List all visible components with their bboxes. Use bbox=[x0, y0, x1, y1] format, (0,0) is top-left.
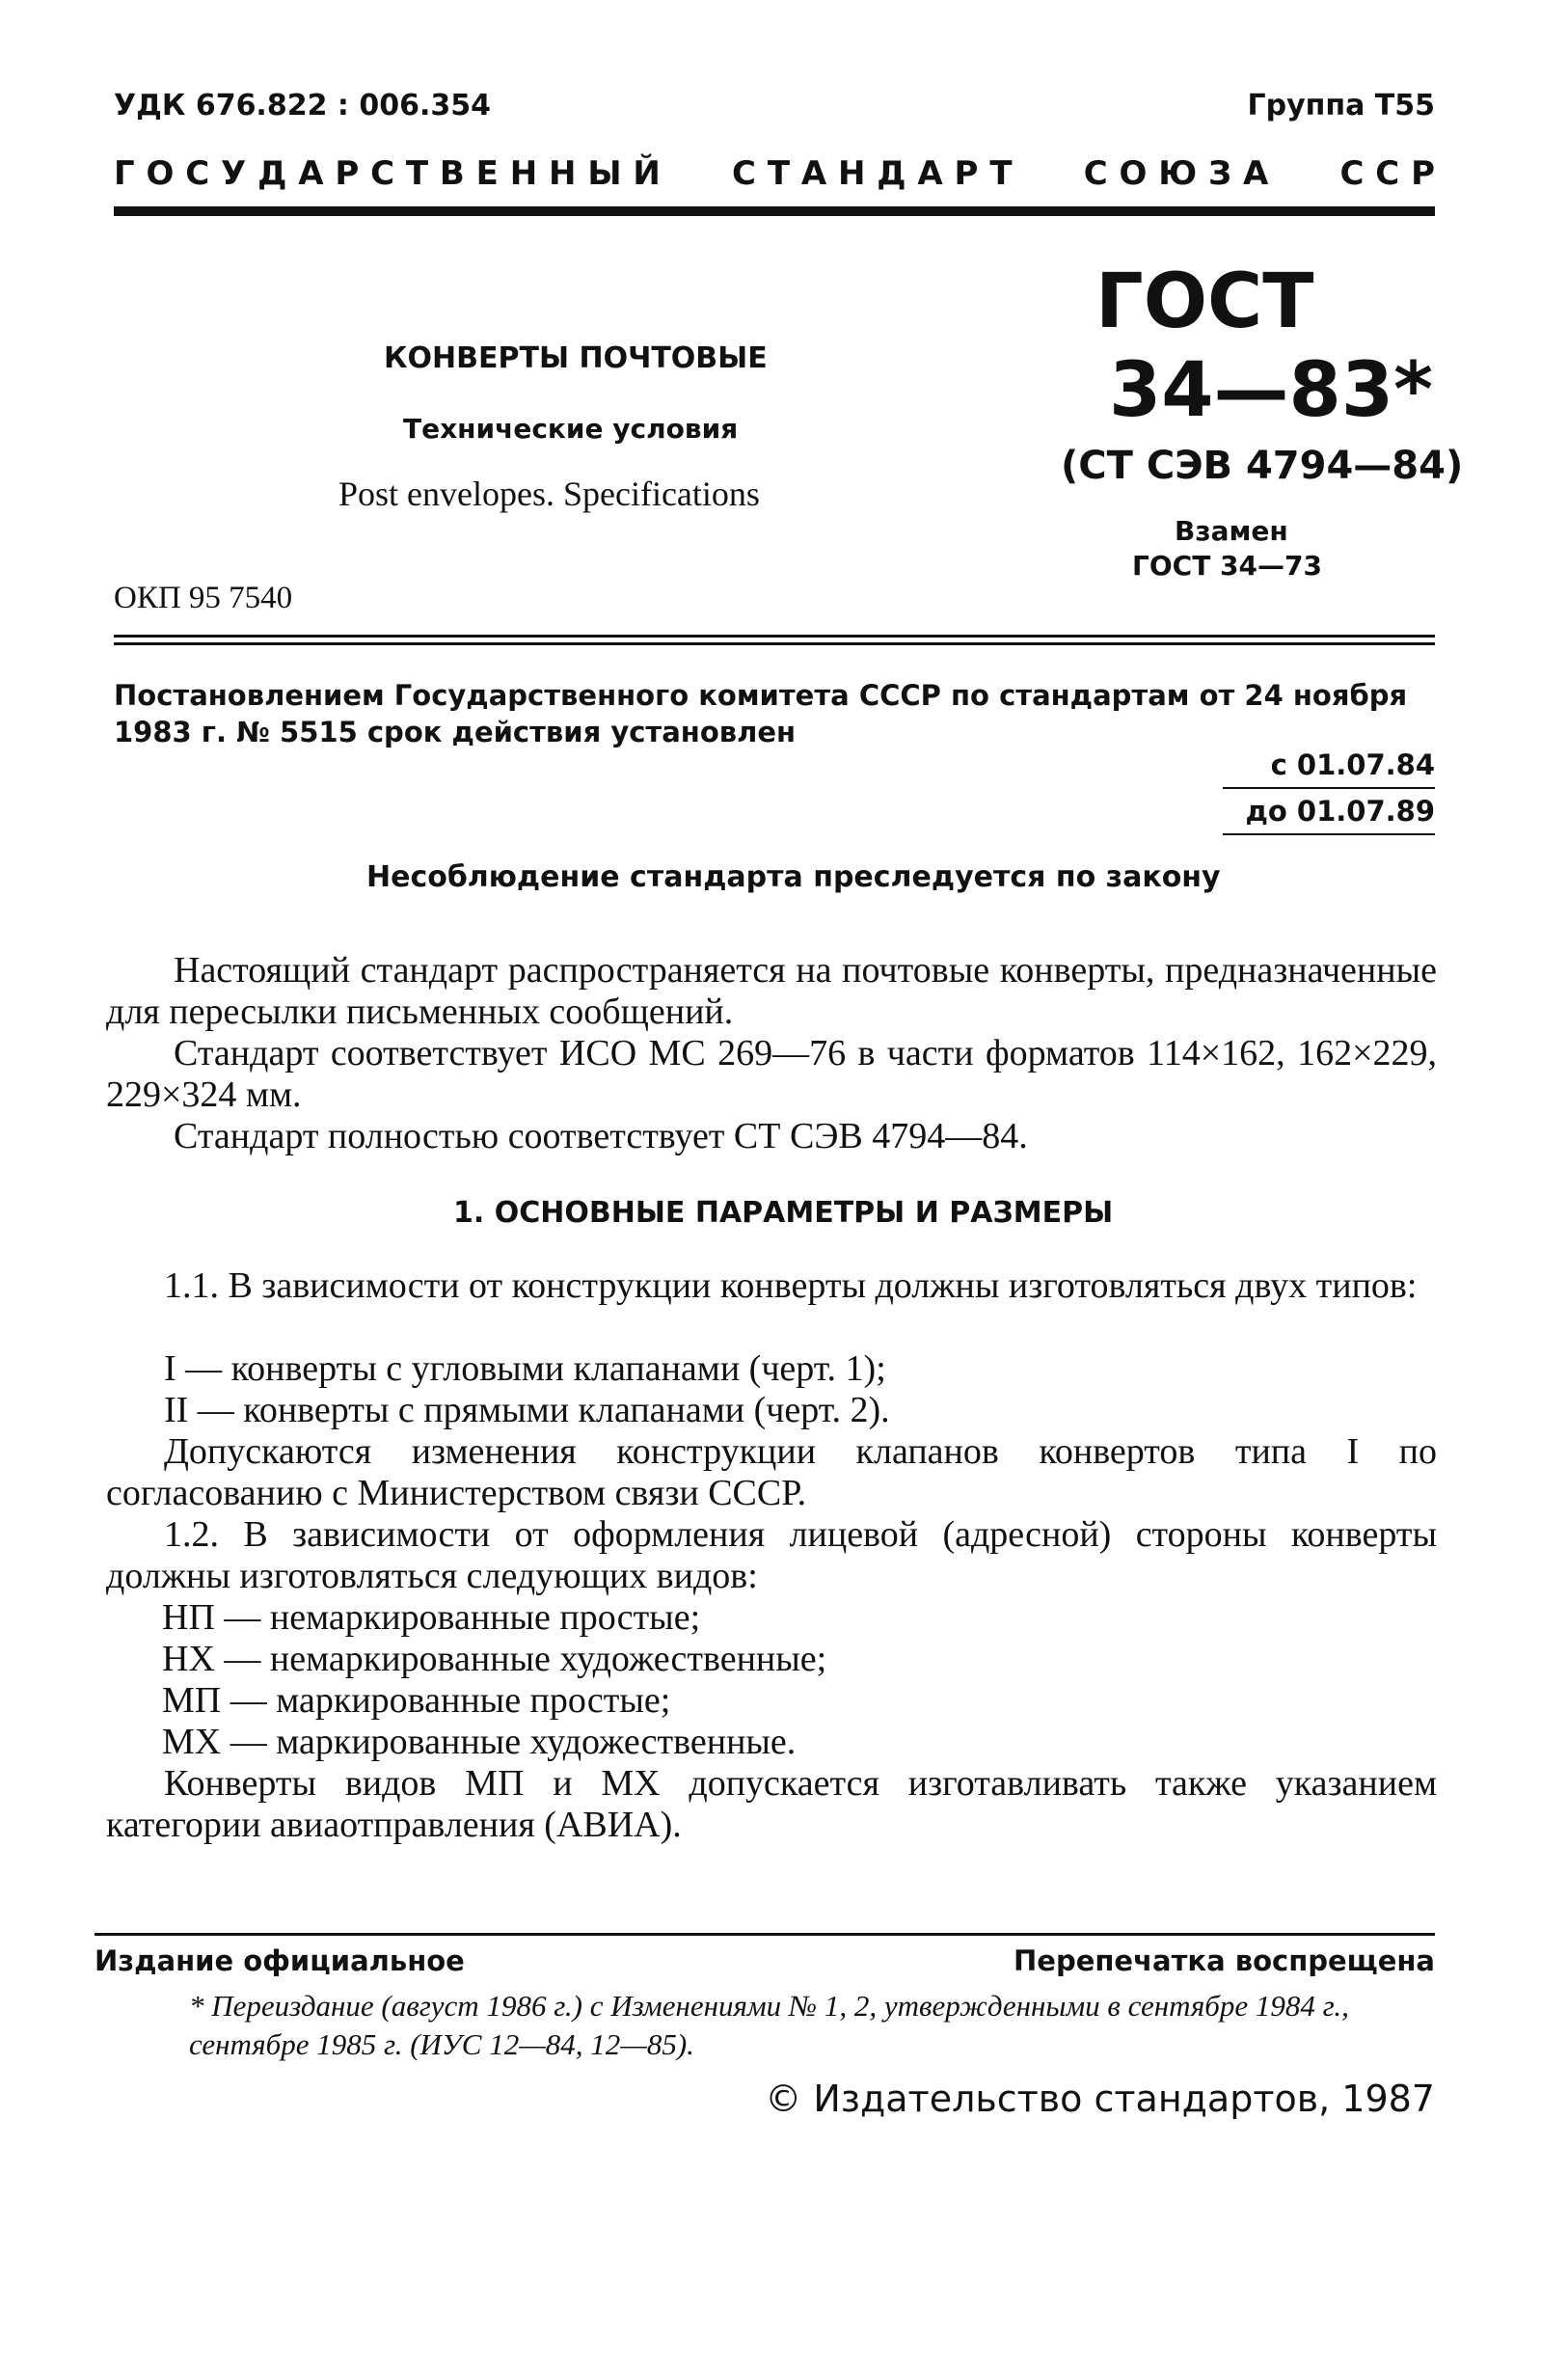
gost-number: 34—83* bbox=[1109, 347, 1433, 434]
paragraph-sev: Стандарт полностью соответствует СТ СЭВ 4794—84. bbox=[174, 1116, 1028, 1156]
paragraph-1-1: 1.1. В зависимости от конструкции конверты должны изготовляться двух типов: bbox=[164, 1265, 1418, 1306]
list-item: МП — маркированные простые; bbox=[162, 1680, 671, 1721]
banner-word-3: С О Ю З А bbox=[1083, 154, 1269, 193]
paragraph-1-2: 1.2. В зависимости от оформления лицевой (адресной) стороны конверты должны изготовляться следующих видов: bbox=[106, 1514, 1437, 1596]
title-rule-top bbox=[114, 635, 1435, 638]
list-item: НП — немаркированные простые; bbox=[162, 1597, 701, 1638]
reissue-footnote: * Переиздание (август 1986 г.) с Изменениями № 1, 2, утвержденными в сентябре 1984 г., сентябре 1985 г. (ИУС 12—84, 12—85). bbox=[189, 1989, 1349, 2061]
valid-from: с 01.07.84 bbox=[1270, 748, 1435, 781]
okp-code: ОКП 95 7540 bbox=[114, 581, 293, 615]
valid-from-rule bbox=[1223, 787, 1435, 789]
udk-code: УДК 676.822 : 006.354 bbox=[114, 89, 491, 122]
list-item: I — конверты с угловыми клапанами (черт. 1); bbox=[164, 1348, 886, 1389]
header-rule bbox=[114, 206, 1435, 216]
copyright-line: © Издательство стандартов, 1987 bbox=[765, 2078, 1435, 2120]
footer-rule bbox=[95, 1933, 1435, 1936]
reprint-notice: Перепечатка воспрещена bbox=[1014, 1944, 1435, 1977]
paragraph-avia: Конверты видов МП и МХ допускается изготавливать также указанием категории авиаотправления (АВИА). bbox=[106, 1763, 1437, 1845]
document-title: КОНВЕРТЫ ПОЧТОВЫЕ bbox=[384, 341, 768, 375]
replaces-label: Взамен bbox=[1175, 515, 1288, 547]
section-heading: 1. ОСНОВНЫЕ ПАРАМЕТРЫ И РАЗМЕРЫ bbox=[453, 1196, 1114, 1230]
valid-to: до 01.07.89 bbox=[1245, 795, 1435, 828]
list-item: НХ — немаркированные художественные; bbox=[162, 1639, 827, 1679]
group-code: Группа Т55 bbox=[1247, 89, 1435, 122]
banner-word-2: С Т А Н Д А Р Т bbox=[732, 154, 1013, 193]
title-rule-bottom bbox=[114, 642, 1435, 645]
decree-text: Постановлением Государственного комитета СССР по стандартам от 24 ноября 1983 г. № 5515 срок действия установлен bbox=[114, 679, 1408, 748]
valid-to-rule bbox=[1223, 833, 1435, 835]
paragraph-iso: Стандарт соответствует ИСО МС 269—76 в части форматов 114×162, 162×229, 229×324 мм. bbox=[106, 1033, 1437, 1115]
edition-label: Издание официальное bbox=[95, 1944, 465, 1977]
violation-notice: Несоблюдение стандарта преследуется по закону bbox=[366, 860, 1221, 894]
banner-word-1: Г О С У Д А Р С Т В Е Н Н Ы Й bbox=[114, 154, 661, 193]
paragraph-scope: Настоящий стандарт распространяется на почтовые конверты, предназначенные для пересылки письменных сообщений. bbox=[106, 950, 1437, 1032]
english-title: Post envelopes. Specifications bbox=[338, 475, 760, 513]
gost-label: ГОСТ bbox=[1095, 258, 1314, 345]
state-standard-banner bbox=[114, 154, 1435, 193]
document-subtitle: Технические условия bbox=[403, 413, 739, 445]
replaces-value: ГОСТ 34—73 bbox=[1132, 550, 1322, 582]
list-item: МХ — маркированные художественные. bbox=[162, 1722, 797, 1762]
banner-word-4: С С Р bbox=[1339, 154, 1435, 193]
list-item: II — конверты с прямыми клапанами (черт. 2). bbox=[164, 1390, 890, 1430]
sev-number: (СТ СЭВ 4794—84) bbox=[1061, 444, 1464, 488]
paragraph-modifications: Допускаются изменения конструкции клапанов конвертов типа I по согласованию с Министерством связи СССР. bbox=[106, 1431, 1437, 1513]
